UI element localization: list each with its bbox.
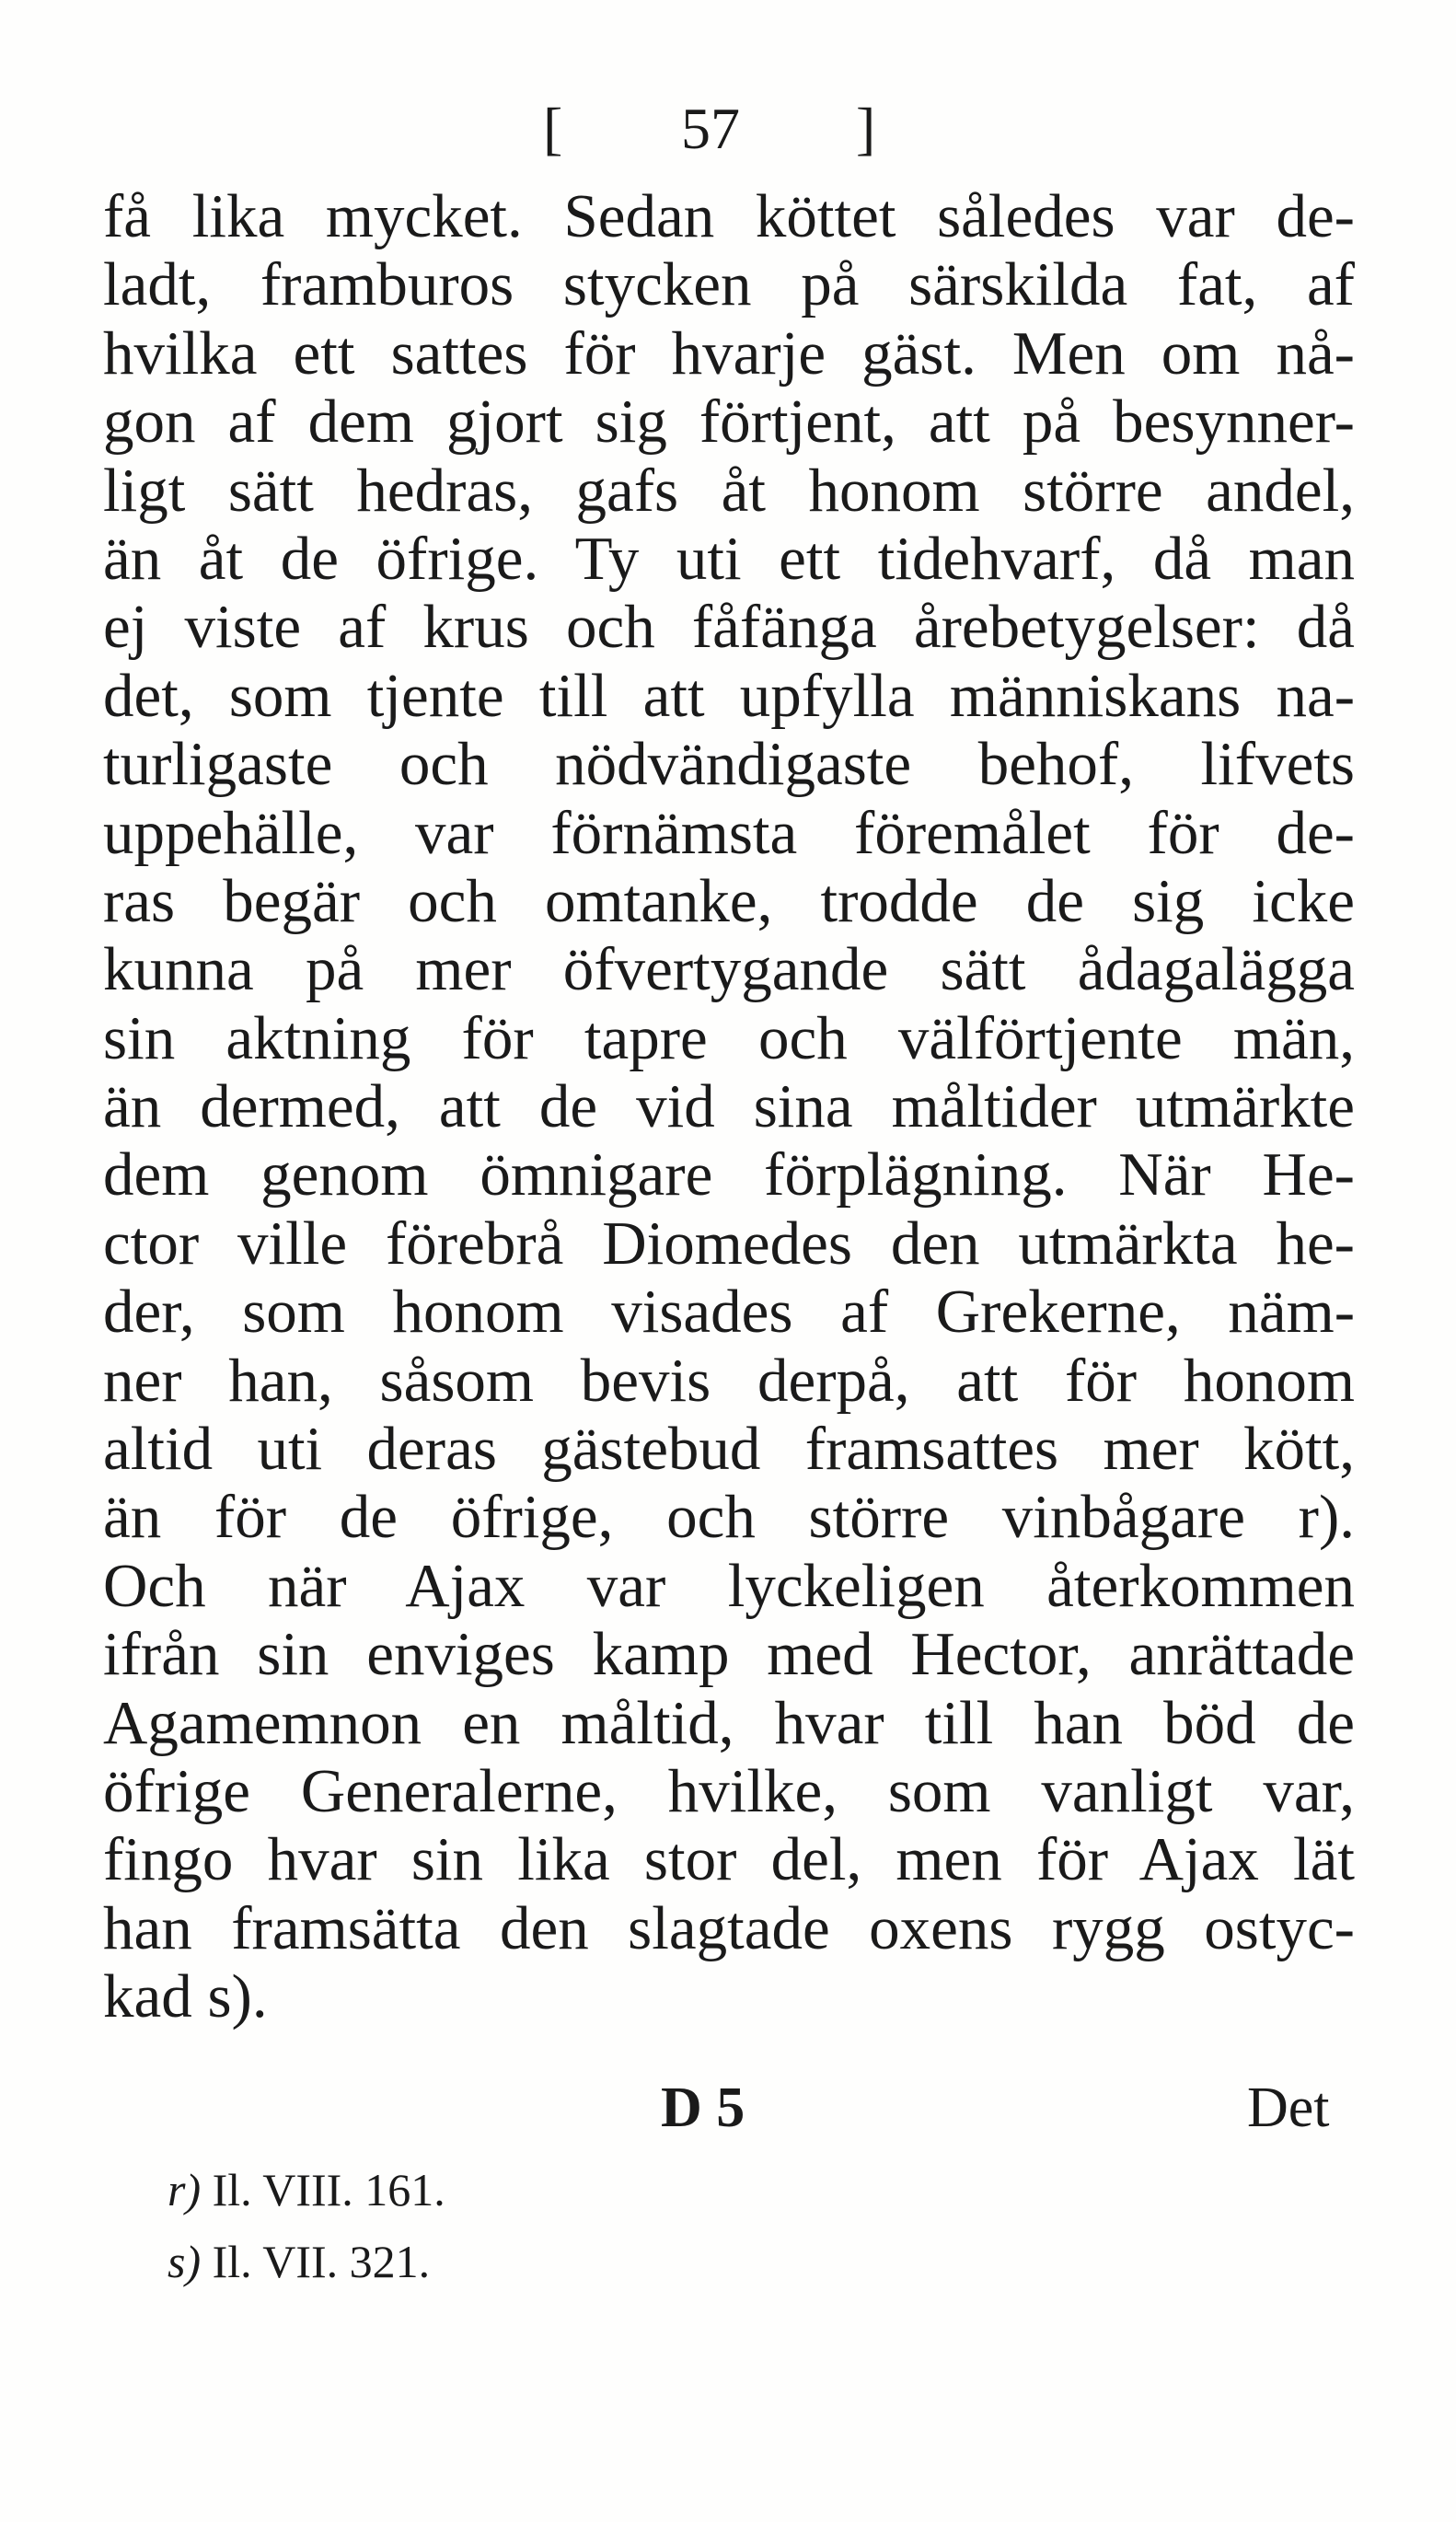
page-header xyxy=(543,92,911,166)
footnote xyxy=(168,2154,904,2226)
text-line: Agamemnon en måltid, hvar till han böd de xyxy=(103,1688,1355,1757)
text-line: gon af dem gjort sig förtjent, att på besynner- xyxy=(103,388,1355,457)
text-line: öfrige Generalerne, hvilke, som vanligt var, xyxy=(103,1756,1355,1825)
text-line: altid uti deras gästebud framsattes mer kött, xyxy=(103,1415,1355,1484)
text-line: ctor ville förebrå Diomedes den utmärkta he- xyxy=(103,1209,1355,1278)
footnote-mark: r) xyxy=(168,2164,202,2215)
text-line: det, som tjente till att upfylla människans na- xyxy=(103,661,1355,730)
page-footer-line xyxy=(0,2071,1456,2145)
page-number: 57 xyxy=(681,96,740,161)
text-line: än åt de öfrige. Ty uti ett tidehvarf, då man xyxy=(103,524,1355,593)
text-line: der, som honom visades af Grekerne, näm- xyxy=(103,1278,1355,1347)
text-line: Och när Ajax var lyckeligen återkommen xyxy=(103,1551,1355,1620)
text-line: än för de öfrige, och större vinbågare r). xyxy=(103,1483,1355,1552)
text-line: dem genom ömnigare förplägning. När He- xyxy=(103,1140,1355,1209)
text-line: ifrån sin enviges kamp med Hector, anrättade xyxy=(103,1620,1355,1689)
text-line: få lika mycket. Sedan köttet således var de- xyxy=(103,182,1355,250)
footnotes xyxy=(168,2154,904,2297)
signature-mark: D 5 xyxy=(661,2077,745,2139)
header-bracket-right: ] xyxy=(856,96,876,161)
catchword: Det xyxy=(1247,2077,1330,2139)
text-line: fingo hvar sin lika stor del, men för Ajax lät xyxy=(103,1825,1355,1894)
footnote-text: Il. VII. 321. xyxy=(212,2236,431,2287)
text-line: ner han, såsom bevis derpå, att för honom xyxy=(103,1346,1355,1415)
text-line: kunna på mer öfvertygande sätt ådagalägga xyxy=(103,935,1355,1004)
text-line: ladt, framburos stycken på särskilda fat, af xyxy=(103,250,1355,319)
text-line: ligt sätt hedras, gafs åt honom större andel, xyxy=(103,456,1355,525)
text-line: ras begär och omtanke, trodde de sig icke xyxy=(103,866,1355,935)
text-line: uppehälle, var förnämsta föremålet för de- xyxy=(103,798,1355,867)
footnote xyxy=(168,2226,904,2297)
text-line: kad s). xyxy=(103,1962,268,2031)
text-line: hvilka ett sattes för hvarje gäst. Men om nå- xyxy=(103,318,1355,388)
text-line: sin aktning för tapre och välförtjente män, xyxy=(103,1003,1355,1072)
text-line: han framsätta den slagtade oxens rygg ostyc- xyxy=(103,1893,1355,1962)
body-text xyxy=(103,182,1355,2031)
text-line: än dermed, att de vid sina måltider utmärkte xyxy=(103,1072,1355,1141)
header-bracket-left: [ xyxy=(543,96,563,161)
text-line: ej viste af krus och fåfänga årebetygelser: då xyxy=(103,593,1355,662)
text-line: turligaste och nödvändigaste behof, lifvets xyxy=(103,730,1355,799)
footnote-mark: s) xyxy=(168,2236,202,2287)
footnote-text: Il. VIII. 161. xyxy=(212,2164,445,2215)
